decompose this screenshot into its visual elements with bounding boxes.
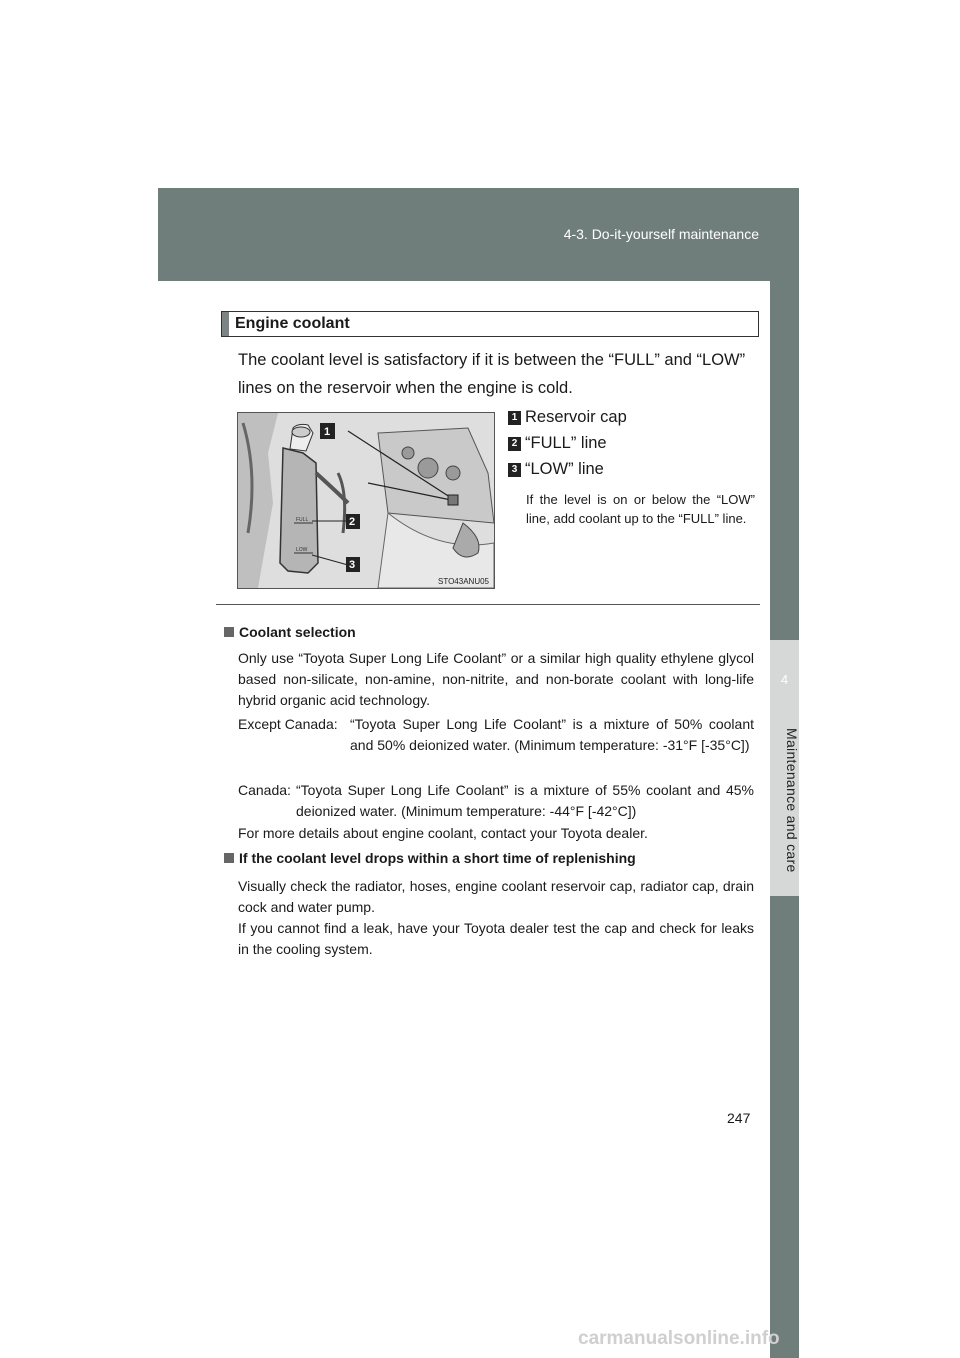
coolant-selection-footer: For more details about engine coolant, contact your Toyota dealer. [238, 825, 648, 841]
side-tab-label: Maintenance and care [784, 728, 800, 873]
legend-number: 2 [508, 437, 521, 451]
side-tab-number: 4 [780, 672, 789, 687]
legend-label: “LOW” line [525, 460, 604, 478]
figure-low-mark: LOW [296, 547, 308, 553]
bullet-square-icon [224, 853, 234, 863]
coolant-selection-body: Only use “Toyota Super Long Life Coolant” or a similar high quality ethylene glycol based non-silicate, non-amine, non-nitrite, and non-borate coolant with long-life hybrid organic acid technology. [238, 650, 754, 708]
figure-code: STO43ANU05 [438, 577, 489, 586]
legend-label: Reservoir cap [525, 408, 627, 426]
coolant-drops-body-2: If you cannot find a leak, have your Toyota dealer test the cap and check for leaks in the cooling system. [238, 920, 754, 957]
page-number: 247 [727, 1110, 751, 1126]
header-band [158, 188, 799, 281]
figure-full-mark: FULL [296, 517, 309, 523]
coolant-drops-title: If the coolant level drops within a short time of replenishing [239, 850, 636, 866]
section-heading-bar [222, 312, 229, 336]
legend-label: “FULL” line [525, 434, 607, 452]
legend-note: If the level is on or below the “LOW” line, add coolant up to the “FULL” line. [526, 492, 755, 526]
figure-callout-3: 3 [349, 559, 356, 571]
except-canada-label: Except Canada: [238, 716, 338, 732]
legend-item-low-line [508, 460, 604, 479]
section-divider [216, 604, 760, 605]
canada-text: “Toyota Super Long Life Coolant” is a mixture of 55% coolant and 45% deionized water. (Minimum temperature: -44°F [-42°C]) [296, 782, 754, 819]
legend-item-full-line [508, 434, 607, 453]
section-heading [221, 311, 759, 337]
coolant-drops-heading [224, 850, 636, 866]
legend-number: 3 [508, 463, 521, 477]
bullet-square-icon [224, 627, 234, 637]
legend-number: 1 [508, 411, 521, 425]
legend-item-reservoir-cap [508, 408, 627, 427]
coolant-drops-body-1: Visually check the radiator, hoses, engine coolant reservoir cap, radiator cap, drain cock and water pump. [238, 878, 754, 915]
figure-callout-2: 2 [349, 516, 356, 528]
coolant-selection-heading [224, 624, 356, 640]
figure-callout-1: 1 [324, 426, 331, 438]
header-title: 4-3. Do-it-yourself maintenance [563, 226, 759, 242]
canada-label: Canada: [238, 782, 291, 798]
engine-bay-illustration [238, 413, 494, 588]
section-title: Engine coolant [235, 315, 350, 332]
except-canada-text: “Toyota Super Long Life Coolant” is a mixture of 50% coolant and 50% deionized water. (Minimum temperature: -31°F [-35°C]) [350, 716, 754, 753]
coolant-selection-title: Coolant selection [239, 624, 356, 640]
engine-coolant-figure [237, 412, 495, 589]
watermark: carmanualsonline.info [578, 1328, 780, 1349]
section-intro: The coolant level is satisfactory if it is between the “FULL” and “LOW” lines on the reservoir when the engine is cold. [238, 351, 746, 397]
